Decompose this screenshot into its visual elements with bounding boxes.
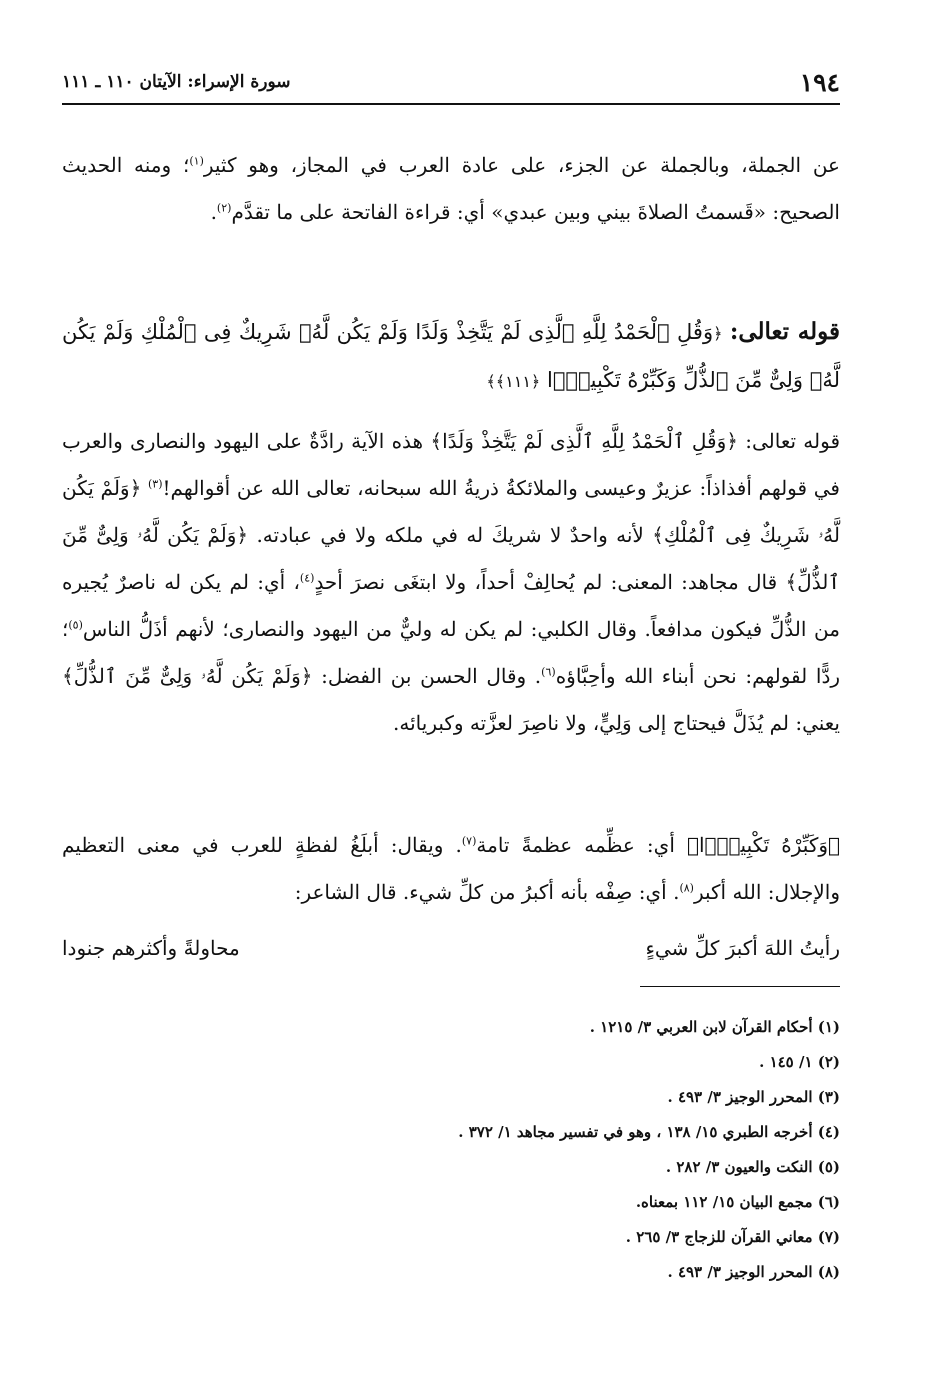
page-header [62,66,840,100]
quran-quote-1: ﴿وَقُلِ ٱلْحَمْدُ لِلَّهِ ٱلَّذِى لَمْ يَتَّخِذْ وَلَدًا﴾ [430,429,738,453]
footnote-8: (٨) المحرر الوجيز ٣/ ٤٩٣ . [667,1263,840,1281]
p1-text-c: . [210,200,217,224]
p2-text-g: . وقال الحسن بن الفضل: [321,664,542,688]
poem-second-hemistich: محاولةً وأكثرهم جنودا [62,936,240,960]
footnote-3: (٣) المحرر الوجيز ٣/ ٤٩٣ . [667,1088,840,1106]
quran-quote-3: ﴿وَلَمْ يَكُن لَّهُۥ وَلِىٌّ مِّنَ ٱلذُّلِّ﴾ [62,523,841,594]
verse-block [62,308,840,405]
p3-text-c: . أي: صِفْه بأنه أكبرُ من كلِّ شيء. قال الشاعر: [294,880,680,904]
footnote-ref-4: (٤) [299,571,315,585]
p2-text-b: هذه الآية رادَّةٌ على اليهود والنصارى والعرب في قولهم أفذاذاً: عزيرٌ وعيسى والملائكةُ ذريةُ الله سبحانه، تعالى الله عن أقوالهم! [62,429,840,500]
ornate-bracket-open: ﴿ [713,324,723,343]
poem-verse [62,930,840,970]
running-title: سورة الإسراء: الآيتان ١١٠ ـ ١١١ [62,72,291,92]
footnote-6: (٦) مجمع البيان ١٥/ ١١٢ بمعناه. [635,1193,840,1211]
quran-verse: وَقُلِ ٱلْحَمْدُ لِلَّهِ ٱلَّذِى لَمْ يَتَّخِذْ وَلَدًا وَلَمْ يَكُن لَّهُۥ شَرِيكٌ فِى ٱلْمُلْكِ وَلَمْ يَكُن لَّهُۥ وَلِىٌّ مِّنَ ٱلذُّلِّ وَكَبِّرْهُ تَكْبِيرًۢا [62,320,840,392]
p1-text-a: عن الجملة، وبالجملة عن الجزء، على عادة العرب في المجاز، وهو كثير [203,153,840,177]
footnote-ref-8: (٨) [679,881,694,895]
footnote-4: (٤) أخرجه الطبري ١٥/ ١٣٨ ، وهو في تفسير مجاهد ١/ ٣٧٢ . [458,1123,840,1141]
p2-text-d: قال مجاهد: المعنى: لم يُحالِفْ أحداً، ولا ابتغَى نصرَ أحدٍ [314,570,778,594]
p2-text-h: يعني: لم يُذَلَّ فيحتاج إلى وَلِيٍّ، ولا ناصِرَ لعزَّته وكبريائه. [393,711,840,735]
poem-first-hemistich: رأيتُ اللهَ أكبرَ كلِّ شيءٍ [645,936,840,960]
paragraph-1 [62,142,840,236]
footnote-ref-2: (٢) [216,201,232,215]
p3-text-a: أي: عظِّمه عظمةً تامة [476,833,675,857]
header-rule [62,103,840,105]
footnote-ref-1: (١) [189,154,204,168]
footnote-separator [640,986,840,987]
footnote-ref-3: (٣) [148,477,163,491]
quran-quote-4: ﴿وَلَمْ يَكُن لَّهُۥ وَلِىٌّ مِّنَ ٱلذُّلِّ﴾ [62,664,313,688]
verse-label: قوله تعالى: [729,318,840,345]
paragraph-2 [62,418,840,747]
footnote-ref-6: (٦) [541,665,556,679]
quran-quote-5: ﴿وَكَبِّرْهُ تَكْبِيرًۢا﴾ [686,833,841,857]
p2-text-e: ، أي: لم يكن له ناصرٌ يُجيره من الذُّلِّ فيكون مدافعاً. وقال الكلبي: لم يكن له وليٌّ من اليهود والنصارى؛ لأنهم أذَلُّ الناس [62,570,840,641]
footnote-1: (١) أحكام القرآن لابن العربي ٣/ ١٢١٥ . [589,1018,840,1036]
paragraph-3 [62,822,840,916]
footnote-5: (٥) النكت والعيون ٣/ ٢٨٢ . [665,1158,840,1176]
p2-text-f: ؛ ردًّا لقولهم: نحن أبناء الله وأحِبَّاؤه [62,617,841,688]
p3-text-b: . ويقال: أبلَغُ لفظةٍ للعرب في معنى التعظيم والإجلال: الله أكبر [62,833,840,904]
p1-text-b: ؛ ومنه الحديث الصحيح: «قَسمتُ الصلاةَ بيني وبين عبدي» أي: قراءة الفاتحة على ما تقدَّم [62,153,840,224]
ayah-number-marker: ﴿١١١﴾ [495,372,541,391]
footnote-2: (٢) ١/ ١٤٥ . [759,1053,840,1071]
page-number: ١٩٤ [799,68,840,97]
footnotes [62,1010,840,1290]
footnote-ref-7: (٧) [461,834,477,848]
footnote-7: (٧) معاني القرآن للزجاج ٣/ ٢٦٥ . [625,1228,840,1246]
p2-text-c: لأنه واحدٌ لا شريكَ له في ملكه ولا في عبادته. [256,523,644,547]
ornate-bracket-close: ﴾ [486,372,496,391]
p2-text-a: قوله تعالى: [745,429,841,453]
quran-quote-2: ﴿وَلَمْ يَكُن لَّهُۥ شَرِيكٌ فِى ٱلْمُلْكِ﴾ [62,476,840,547]
footnote-ref-5: (٥) [68,618,83,632]
